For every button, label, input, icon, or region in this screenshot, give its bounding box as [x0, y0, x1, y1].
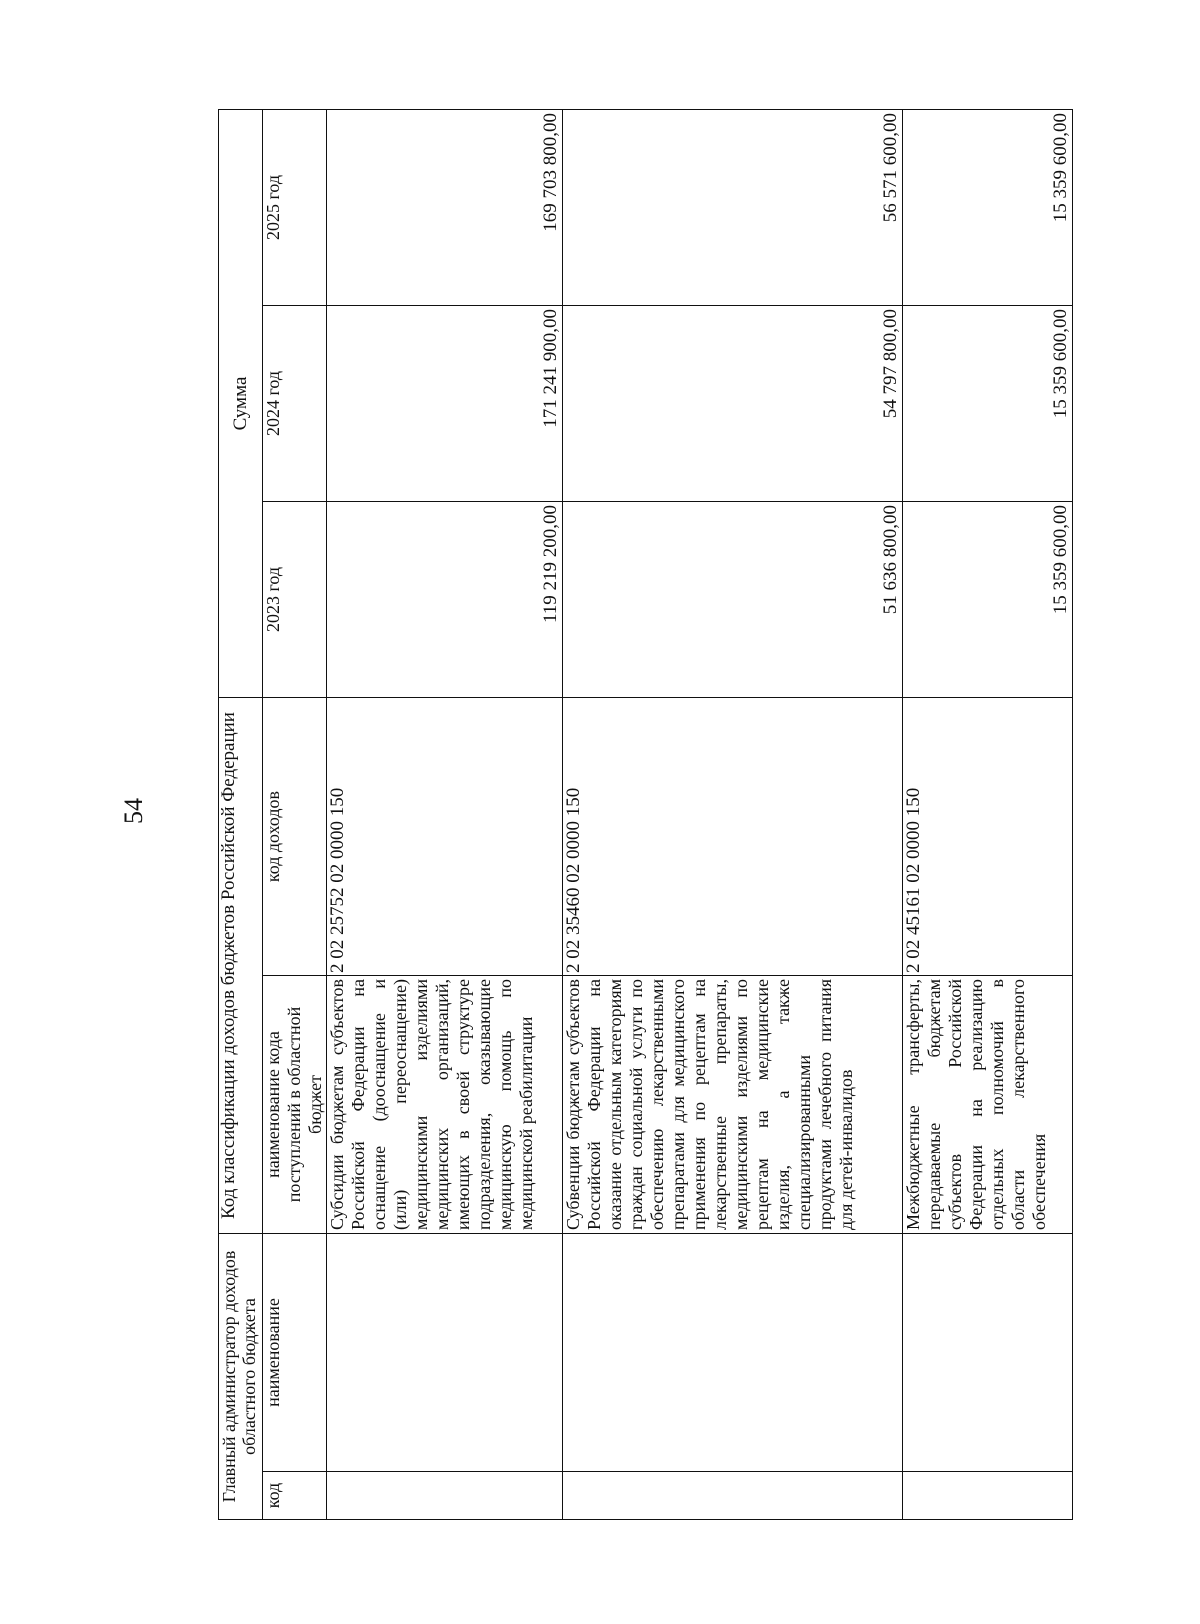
row-name: [327, 1234, 563, 1472]
header-col-2024: 2024 год: [263, 306, 327, 502]
header-sum-group: Сумма: [219, 110, 263, 698]
header-col-name: наименование: [263, 1234, 327, 1472]
header-col-income-code: код доходов: [263, 698, 327, 976]
row-name: [903, 1234, 1073, 1472]
revenue-table: [218, 109, 1073, 1520]
row-income-code: 2 02 45161 02 0000 150: [903, 698, 1073, 976]
row-amount-2024: 54 797 800,00: [563, 306, 903, 502]
row-income-code: 2 02 25752 02 0000 150: [327, 698, 563, 976]
row-amount-2025: 56 571 600,00: [563, 110, 903, 306]
row-amount-2024: 171 241 900,00: [327, 306, 563, 502]
rotated-table-container: [218, 110, 1071, 1520]
row-kod: [903, 1472, 1073, 1520]
header-row-columns: [263, 110, 327, 1520]
row-amount-2025: 169 703 800,00: [327, 110, 563, 306]
page-number: 54: [119, 798, 148, 824]
row-name: [563, 1234, 903, 1472]
table-row: [327, 110, 563, 1520]
header-col-2023: 2023 год: [263, 502, 327, 698]
header-row-groups: [219, 110, 263, 1520]
row-kod: [327, 1472, 563, 1520]
table-row: [903, 110, 1073, 1520]
header-col-2025: 2025 год: [263, 110, 327, 306]
row-amount-2024: 15 359 600,00: [903, 306, 1073, 502]
table-row: [563, 110, 903, 1520]
header-col-kod: код: [263, 1472, 327, 1520]
row-amount-2023: 119 219 200,00: [327, 502, 563, 698]
header-admin-group: Главный администратор доходов областного бюджета: [219, 1234, 263, 1520]
row-amount-2023: 15 359 600,00: [903, 502, 1073, 698]
row-income-code: 2 02 35460 02 0000 150: [563, 698, 903, 976]
header-col-income-name: наименование кода поступлений в областной бюджет: [263, 976, 327, 1234]
row-amount-2023: 51 636 800,00: [563, 502, 903, 698]
header-classification-group: Код классификации доходов бюджетов Российской Федерации: [219, 698, 263, 1234]
row-income-name: Субсидии бюджетам субъектов Российской Федерации на оснащение (дооснащение и (или) переоснащение) медицинскими изделиями медицинских организаций, имеющих в своей структуре подразделения, оказывающие медицинскую помощь по медицинской реабилитации: [327, 976, 563, 1234]
row-kod: [563, 1472, 903, 1520]
row-amount-2025: 15 359 600,00: [903, 110, 1073, 306]
row-income-name: Межбюджетные трансферты, передаваемые бюджетам субъектов Российской Федерации на реализацию отдельных полномочий в области лекарственного обеспечения: [903, 976, 1073, 1234]
row-income-name: Субвенции бюджетам субъектов Российской Федерации на оказание отдельным категориям граждан социальной услуги по обеспечению лекарственными препаратами для медицинского применения по рецептам на лекарственные препараты, медицинскими изделиями по рецептам на медицинские изделия, а также специализированными продуктами лечебного питания для детей-инвалидов: [563, 976, 903, 1234]
